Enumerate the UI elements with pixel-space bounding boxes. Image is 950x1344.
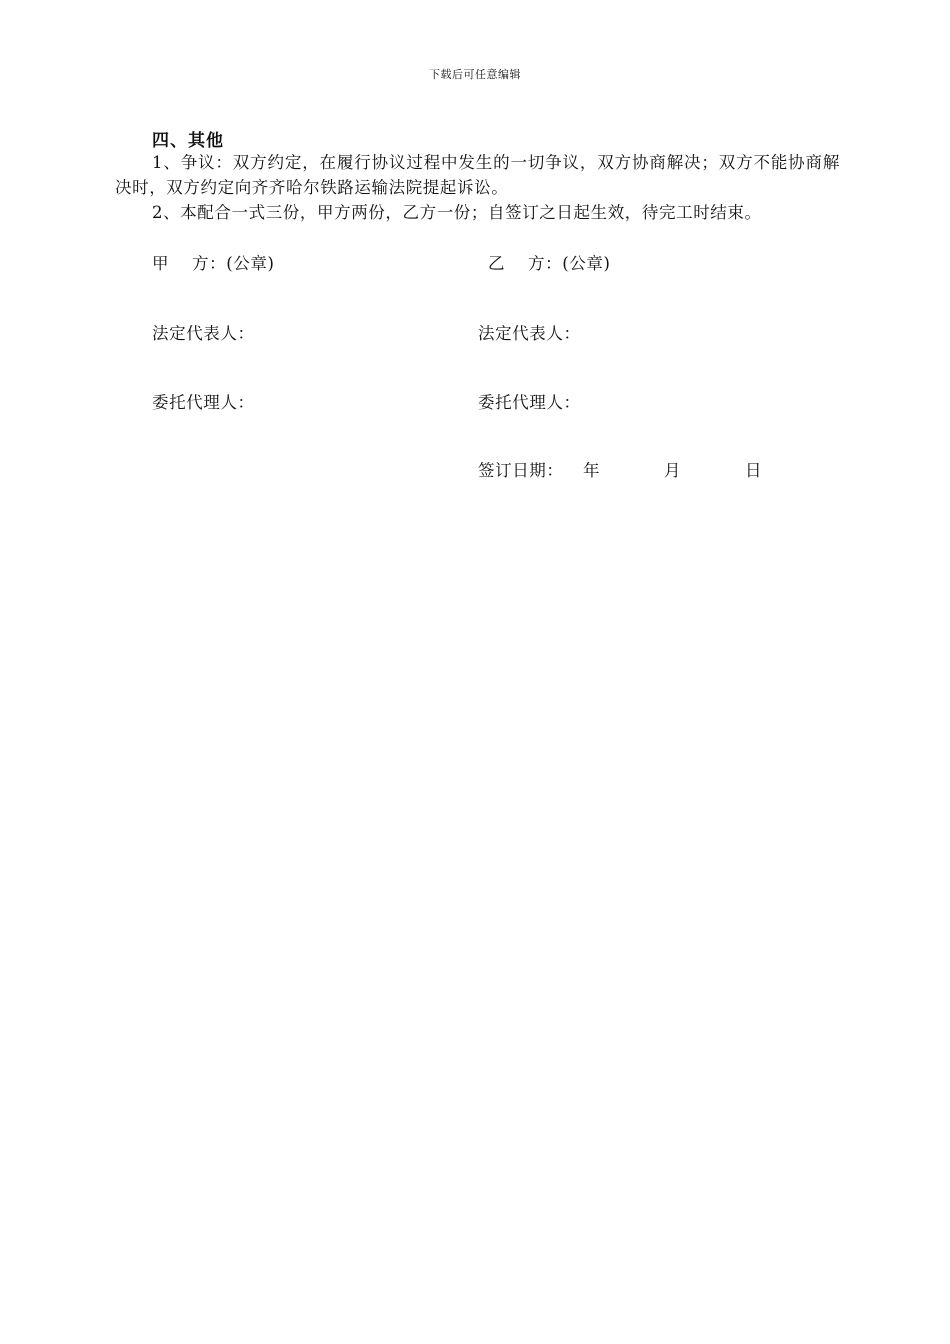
sign-date-label: 签订日期：: [478, 461, 564, 480]
clause-dispute: 1、争议：双方约定，在履行协议过程中发生的一切争议，双方协商解决；双方不能协商解决时，双方约定向齐齐哈尔铁路运输法院提起诉讼。: [115, 153, 840, 197]
section-title: 四、其他: [152, 131, 224, 151]
sign-date-year: 年: [583, 461, 601, 480]
party-a-legal-rep-label: 法定代表人：: [152, 324, 255, 343]
party-b-seal-label: 乙 方：(公章): [488, 254, 611, 273]
party-a-seal-label: 甲 方：(公章): [152, 254, 275, 273]
party-b-agent-label: 委托代理人：: [478, 393, 581, 412]
party-a-agent-label: 委托代理人：: [152, 393, 255, 412]
header-note: 下载后可任意编辑: [429, 68, 521, 81]
sign-date-day: 日: [745, 461, 763, 480]
clause-copies: 2、本配合一式三份，甲方两份，乙方一份；自签订之日起生效，待完工时结束。: [152, 203, 762, 222]
sign-date-month: 月: [664, 461, 682, 480]
party-b-legal-rep-label: 法定代表人：: [478, 324, 581, 343]
